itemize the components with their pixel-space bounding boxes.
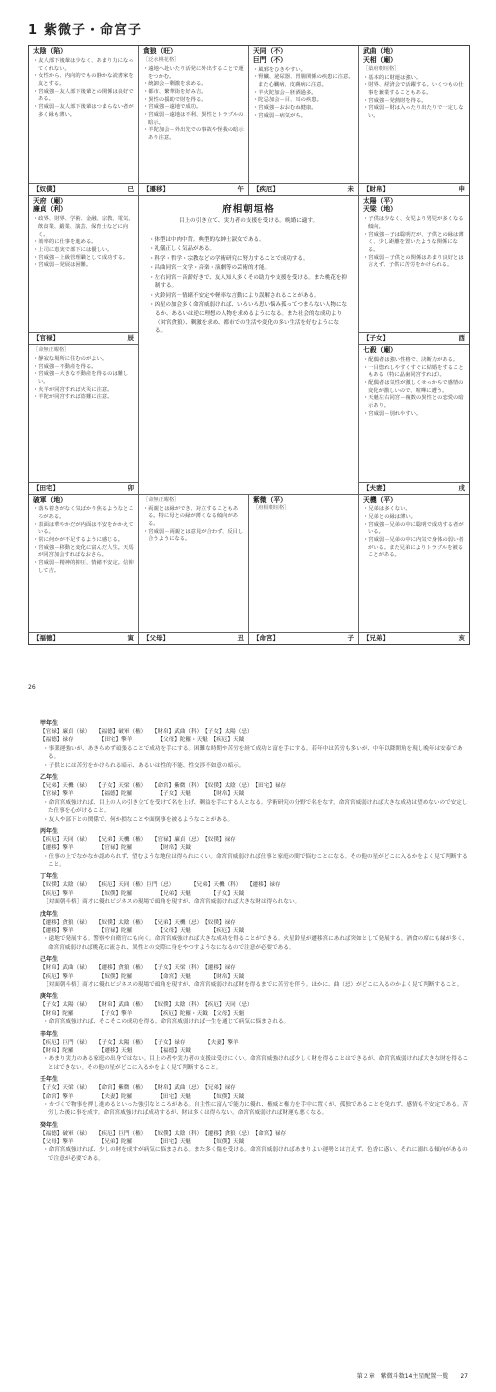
year-star-line: 【奴僕】太陰（禄） 【疾厄】天同（権）巨門（忌） 【兄弟】天機（科） 【遷移】禄存 [40, 882, 281, 889]
palace-note: ・財界、経済会で活躍する。いくつもの仕事を兼業することもある。 [363, 82, 464, 97]
center-panel [139, 196, 359, 495]
year-note: ・友人や部下との関係で、何か損なことや面倒事を被るようなことがある。 [43, 816, 234, 823]
year-heading: 戊年生 [40, 910, 59, 918]
star-name: 巨門（不） [253, 55, 287, 64]
palace-note: ・宮威弱－財は入ったり出たりで一定しない。 [363, 105, 464, 120]
palace-footer [29, 183, 138, 195]
palace-branch: 寅 [127, 634, 134, 643]
palace-note: ・子供は少なく、女児より男児が多くなる傾向。 [363, 216, 464, 230]
palace-note: ・効率的に仕事を進める。 [33, 239, 97, 246]
palace-cell [29, 495, 139, 645]
center-note: ・左右同宮－音薪好きで、友人知人多くその助力や支援を受ける。また桃花を抑制する。 [149, 274, 347, 290]
palace-footer [249, 632, 358, 644]
palace-branch: 未 [347, 184, 354, 193]
year-heading: 乙年生 [40, 773, 59, 781]
year-star-line: 【福德】禄存 【田宅】擎羊 【父母】陀羅・天魁 【疾厄】天鉞 [40, 737, 245, 744]
palace-note: ・宮威弱－兄弟の中に内気で身体の弱い者がいる。また兄弟によりトラブルを被ることがある。 [363, 537, 464, 559]
palace-name: 【福德】 [33, 634, 59, 643]
palace-cell [359, 196, 469, 346]
palace-cell [249, 495, 359, 645]
palace-note: ・配偶者は強い性格で、決断力がある。 [363, 356, 459, 363]
year-section [40, 872, 472, 906]
year-star-line: 【父母】擎羊 【兄弟】陀羅 【田宅】天魁 【奴僕】天鉞 [40, 1139, 245, 1146]
center-title: 府相朝垣格 [222, 203, 275, 215]
palace-note: ・宮威強－不動産を得る。 [33, 363, 97, 370]
star-name: 武曲（地） [363, 47, 397, 55]
palace-name: 【夫妻】 [363, 483, 389, 492]
palace-branch: 子 [347, 634, 354, 643]
center-note: ・体型は中肉中背。典型的な紳士淑女である。 [149, 236, 265, 243]
year-section [40, 827, 472, 870]
palace-note: ・宮威強－子は聡明だが、子供との縁は薄く、少し距離を置いたような関係になる。 [363, 231, 464, 253]
year-section [40, 910, 472, 953]
star-name: 廉貞（利） [33, 205, 67, 214]
palace-footer [249, 183, 358, 195]
star-name: 破軍（地） [33, 495, 67, 504]
star-name: 天相（廟） [363, 55, 397, 64]
palace-name: 【疾厄】 [253, 184, 279, 193]
palace-note: ・羊陀加会－外出先での事故や怪我の暗示あり注意。 [143, 127, 244, 141]
title-text: 紫微子・命宮子 [44, 23, 143, 38]
palace-footer [29, 332, 138, 344]
palace-footer [359, 632, 469, 644]
palace-note: ・天魁左右同宮－複数の異性との恋愛の暗示あり。 [363, 395, 464, 409]
palace-note: ・表面は華やかだが内面は不安をかかえている。 [33, 521, 134, 536]
palace-note: ・落ち着きがなく気ばかり焦るようなところがある。 [33, 506, 134, 520]
year-heading: 癸年生 [40, 1121, 59, 1129]
year-section [40, 719, 472, 770]
palace-footer [29, 632, 138, 644]
pattern-label: ［命無正曜格］ [143, 496, 180, 503]
page-title [28, 22, 142, 40]
palace-footer [139, 183, 248, 195]
palace-note: ・風邪をひきやすい。 [253, 66, 306, 73]
palace-cell [29, 196, 139, 346]
palace-footer [29, 482, 138, 494]
page-number-left: 26 [28, 684, 36, 691]
palace-cell [139, 495, 249, 645]
star-name: 紫微（平） [253, 495, 287, 504]
palace-note: ・宮威強－おおむね健康。 [253, 105, 317, 112]
palace-footer [359, 482, 469, 494]
palace-notes [363, 506, 466, 560]
palace-grid [28, 45, 470, 645]
star-name: 天府（廟） [33, 196, 67, 205]
palace-note: ・宮威弱－友人部下後輩はつまらない者が多く縁も薄い。 [33, 103, 134, 118]
year-list [40, 716, 472, 1163]
year-star-line: 【遷移】貪狼（禄） 【奴僕】太陰（権） 【兄弟】天機（忌） 【奴僕】禄存 [40, 919, 236, 926]
palace-note: ・配偶者は気性が激しくせっかちで感情の変化が激しいので、喧嘩に遭う。 [363, 379, 464, 394]
palace-branch: 卯 [127, 483, 134, 492]
palace-notes [363, 357, 466, 418]
palace-notes [143, 66, 245, 143]
star-name: 天機（平） [363, 495, 397, 504]
palace-note: ・遠地へ赴いたり活発に外出することで運をつかむ。 [143, 65, 244, 80]
palace-branch: 酉 [458, 334, 465, 343]
page-footer: 第２章 紫微斗数14主星配置一覧 27 [356, 1373, 468, 1380]
palace-branch: 午 [237, 184, 244, 193]
center-subtitle: 目上の引き立て、実力者の支援を受ける。晩婚に適す。 [178, 218, 319, 225]
palace-note: ・基本的に財運は強い。 [363, 74, 422, 81]
palace-name: 【遷移】 [143, 184, 169, 193]
year-star-line: 【疾厄】天同（禄） 【兄弟】天機（権） 【官禄】廉貞（忌） 【奴僕】禄存 [40, 836, 236, 843]
year-star-line: 【財帛】武曲（禄） 【遷移】貪狼（権） 【子女】天梁（科） 【遷移】禄存 [40, 965, 236, 972]
palace-note: ・宮威弱－発展は困難。 [33, 262, 92, 269]
year-star-line: 【命宮】擎羊 【夫妻】陀羅 【田宅】天魁 【奴僕】天鉞 [40, 1093, 245, 1100]
star-name: 天同（不） [253, 47, 287, 55]
palace-note: ・上司に恵実で部下には優しい。 [33, 246, 113, 253]
palace-branch: 丑 [237, 634, 244, 643]
palace-note: ・兄弟は多くない。 [363, 506, 411, 513]
pattern-label: ［命無正曜格］ [33, 347, 70, 353]
palace-note: ・宮威弱－子供との関係はあまり良好とは言えず、子供に苦労をかけられる。 [363, 254, 464, 269]
palace-note: ・宮威強－上級管理職として成功する。 [33, 254, 129, 261]
palace-notes [143, 506, 245, 544]
palace-notes [33, 58, 135, 119]
palace-branch: 亥 [458, 634, 465, 643]
year-note: ・命宮宮威強ければ、目上の人の引き立てを受けて名を上げ、剰益を手にする人となる。学術研究の分野で名をなす。命宮宮威弱ければ大きな成功は望めないので安定した仕事を心がけること。 [43, 799, 468, 815]
year-heading: 甲年生 [40, 720, 59, 727]
year-heading: 丙年生 [40, 827, 59, 835]
title-number: 1 [28, 23, 39, 38]
palace-note: ・統卸会－剰激を求める。 [143, 81, 207, 88]
palace-name: 【父母】 [143, 634, 169, 643]
palace-note: ・宮威弱－別れやすい。 [363, 410, 422, 417]
palace-cell [29, 345, 139, 495]
year-star-line: 【子女】天梁（禄） 【命宮】紫微（権） 【財帛】武曲（忌） 【兄弟】禄存 [40, 1085, 236, 1092]
year-note: ・事業運強いが、あきらめず頑張ることで成功を手にする。困難な時期や苦労を経て成功と富を手にする。若年中は苦労も多いが、中年以降開角を現し晩年は安泰である。 [43, 745, 463, 761]
year-note: ・あまり実力のある家庭の出身ではない。目上の者や実力者の支援は受けにくい。命宮宮威強ければ少しく財を得ることはできるが、命宮宮威弱ければ大きな財を得ることはできない。その他の星がどこに入るかをよく見て判断すること。 [43, 1056, 469, 1071]
year-note: ・カづくで物事を押し進めるといった強引なところがある。自主性に富んで能力に優れ、権威と権力を手中に置くが、孤独であることを免れず、感情も不安定である。苦労した後に事を成す。命宮宮威強ければ成功するが、財は多くは得らない。命宮宮威弱ければ財運も悪くなる。 [43, 1101, 469, 1117]
year-section [40, 955, 472, 989]
year-note: ・仕事の上でなかなか認められず、望むような地位は得られにくい。命宮宮威弱ければ仕事と家庭の間で悩むことになる。その他の星がどこに入るかをよく見て判断すること。 [43, 853, 468, 869]
star-name: 天梁（地） [363, 205, 397, 214]
palace-note: ・宮威強－友人部下後輩との関係は良好である。 [33, 88, 134, 103]
center-note: ・凶星の加会多く命宮威弱ければ、いろいろ思い悩み孤ってつまらない人物になるか、あるいは逆に理想の人物を求めるようになる。また社会的な成功より（対宮貪狼）、剰激を求め、都市での生活や変化の多い生活を好むようになる。 [149, 302, 348, 335]
palace-name: 【兄弟】 [363, 634, 389, 643]
year-star-line: 【財帛】陀羅 【遷移】天魁 【福德】天鉞 [40, 1047, 192, 1054]
star-name: 七殺（廟） [363, 346, 397, 354]
palace-branch: 巳 [127, 184, 134, 193]
palace-cell [359, 345, 469, 495]
palace-notes [363, 75, 466, 121]
center-note: ・礼儀正しく気品がある。 [149, 246, 216, 253]
year-heading: 己年生 [40, 956, 59, 964]
palace-name: 【命宮】 [253, 634, 279, 643]
year-heading: 丁年生 [40, 873, 59, 881]
year-note: ・命宮宮威強ければ、少しの財を成すが病気に悩まされる。また多く傷を受ける。命宮宮威弱ければあまりよい運勢とは言えず、色香に惑い、それに溺れる傾向があるので注意が必要である。 [43, 1147, 468, 1162]
year-section [40, 1121, 472, 1164]
palace-name: 【田宅】 [33, 483, 59, 492]
year-note: ・遠地で発展する。警察や自衛官にも向く。命宮宮威強ければ大きな成功を得ることができる。火星鈴星が遷移宮にあれば突如として発展する。酒食の席にも縁が多く、命宮宮威弱ければ桃花に流され、異性との交際に身をやつすようなになるので注意が必要である。 [43, 936, 468, 951]
palace-note: ・静寂な場所に住むのがよい。 [33, 356, 108, 363]
palace-name: 【官禄】 [33, 334, 59, 343]
palace-note: ・兄弟との縁は薄い。 [363, 514, 416, 520]
year-star-line: 【官禄】擎羊 【福德】陀羅 【子女】天魁 【財帛】天鉞 [40, 791, 245, 798]
palace-note: ・宮威弱－病気がち。 [253, 112, 306, 119]
year-note: ・命宮宮威強ければ、そこそこの成功を得る。命宮宮威弱ければ一生を通じて病気に悩まされる。 [43, 1019, 290, 1026]
palace-branch: 辰 [127, 334, 134, 343]
palace-cell [139, 46, 249, 196]
year-section [40, 1075, 472, 1118]
palace-name: 【財帛】 [363, 184, 389, 193]
star-name: 貪狼（旺） [143, 47, 177, 55]
palace-note: ・宮威強－発熱財を得る。 [363, 97, 427, 104]
palace-note: ・両親とは縁ができ、対立することもある。特に母との縁が薄くなる傾向がある。 [143, 505, 239, 527]
center-note: ・昌曲同宮－文学・音楽・演劇等の芸術的才能。 [149, 265, 271, 272]
palace-note: ・常に何かが不足するように感じる。 [33, 537, 124, 544]
year-star-line: 【子女】太陽（禄） 【財帛】武曲（権） 【奴僕】太陰（科） 【疾厄】天同（忌） [40, 1002, 253, 1009]
year-heading: 庚年生 [40, 993, 59, 1001]
palace-notes [363, 216, 466, 270]
palace-note: ・異性の援助で財を得る。 [143, 96, 207, 103]
palace-notes [33, 506, 135, 575]
year-star-line: 【官禄】廉貞（禄） 【福德】破軍（権） 【財帛】武曲（科） 【子女】太陽（忌） [40, 729, 253, 735]
palace-note: ・火羊が同宮すれば火災に注意。 [33, 386, 113, 393]
year-note: ・子供とには苦労をかけられる暗示、あるいは性的不能、性交渉不如意の暗示。 [43, 762, 245, 769]
palace-notes [33, 216, 135, 270]
pattern-label: ［府相朝垣格］ [253, 505, 290, 512]
pattern-label: ［泛水桃花格］ [143, 56, 180, 63]
star-name: 太陰（陷） [33, 47, 67, 55]
palace-note: ・腎臓、泌尿器、胃腸関係の疾患に注意。また心臓病、皮膚病に注意。 [253, 74, 354, 88]
palace-note: ・政界、財界、学術、金融、宗教、電気、飲食業、鍛業、演芸、保育士などに向く。 [33, 216, 134, 238]
palace-cell [359, 495, 469, 645]
palace-note: ・友人部下後輩は少なく、あまり力になってくれない。 [33, 57, 134, 72]
year-heading: 辛年生 [40, 1030, 59, 1038]
palace-note: ・都市、繁華街を好み吉。 [143, 88, 207, 95]
palace-cell [359, 46, 469, 196]
center-note: ・火鈴同宮－情緒不安定や軽率な言動により誤解されることがある。 [149, 292, 320, 299]
year-star-line: 【遷移】擎羊 【官禄】陀羅 【父母】天魁 【疾厄】天鉞 [40, 928, 245, 935]
center-notes [149, 236, 348, 336]
year-note: ［対面朝斗格］商才に優れビジネスの現場で頭角を現すが、命宮宮威弱ければ財を得るまでに苦労を伴う。ほかに、曲（忌）がどこに入るのかよく見て判断すること。 [43, 981, 463, 988]
palace-footer [139, 632, 248, 644]
year-section [40, 1030, 472, 1073]
year-star-line: 【疾厄】擎羊 【奴僕】陀羅 【命宮】天魁 【財帛】天鉞 [40, 973, 245, 980]
palace-note: ・宮威強－移動と変化に富んだ人生。天馬が同宮加会すればなおさら。 [33, 544, 134, 559]
year-star-line: 【遷移】擎羊 【官禄】陀羅 【財帛】天鉞 [40, 845, 192, 852]
year-note: ［対面朝斗格］商才に優れビジネスの現場で頭角を現すが、命宮宮威弱ければ大きな財は得られない。 [43, 899, 301, 906]
palace-note: ・羊火陀加会－胚酒過多。 [253, 89, 317, 96]
year-heading: 壬年生 [40, 1076, 59, 1084]
palace-notes [253, 67, 355, 121]
palace-note: ・宮威強－大きな不動産を得るのは難しい。 [33, 371, 129, 386]
palace-notes [33, 356, 135, 402]
palace-note: ・羊陀が同宮すれば盗難に注意。 [33, 394, 113, 401]
palace-note: ・宮威強－兄弟の中に聡明で成功する者がいる。 [363, 521, 464, 536]
palace-name: 【子女】 [363, 334, 389, 343]
palace-note: ・宮威強－遠地で成功。 [143, 104, 202, 111]
palace-footer [359, 332, 469, 344]
year-star-line: 【疾厄】擎羊 【奴僕】陀羅 【兄弟】天魁 【子女】天鉞 [40, 890, 245, 897]
pattern-label: ［築府朝垣格］ [363, 65, 400, 72]
palace-branch: 戌 [458, 483, 465, 492]
palace-note: ・宮威弱－両親とは意見が合わず、反目し合うようになる。 [143, 528, 244, 543]
year-star-line: 【財帛】陀羅 【子女】擎羊 【疾厄】陀羅・天鉞 【父母】天魁 [40, 1010, 245, 1017]
palace-note: ・一目惚れしやすくすぐに結婚をすることもある（特に晶歯同宮すれば）。 [363, 364, 464, 379]
star-name: 太陽（平） [363, 196, 397, 205]
center-note: ・科学・哲学・宗教などの学術研究に努力することで成功する。 [149, 255, 309, 262]
palace-name: 【奴僕】 [33, 184, 59, 193]
palace-cell [29, 46, 139, 196]
year-star-line: 【福德】破軍（禄） 【疾厄】巨門（権） 【奴僕】太陰（科） 【遷移】貪狼（忌） 【命宮】禄存 [40, 1130, 287, 1137]
palace-note: ・宮威弱－遠地は不利、異性とトラブルの暗示。 [143, 111, 244, 126]
palace-branch: 申 [458, 184, 465, 193]
palace-cell [249, 46, 359, 196]
year-section [40, 992, 472, 1026]
year-star-line: 【兄弟】天機（禄） 【子女】天梁（権） 【命宮】紫微（科） 【奴僕】太陰（忌） 【田宅】禄存 [40, 782, 287, 789]
palace-footer [359, 183, 469, 195]
year-star-line: 【疾厄】巨門（禄） 【子女】太陽（権） 【子女】禄存 【夫妻】擎羊 [40, 1039, 239, 1046]
palace-note: ・女性から、内向的でもの静かな読書家を友とする。 [33, 73, 134, 87]
palace-note: ・宮威弱－精神的抑圧、情緒不安定。信仰して吉。 [33, 560, 134, 574]
year-section [40, 773, 472, 824]
palace-note: ・陀忌加会－目、耳の疾患。 [253, 97, 322, 104]
